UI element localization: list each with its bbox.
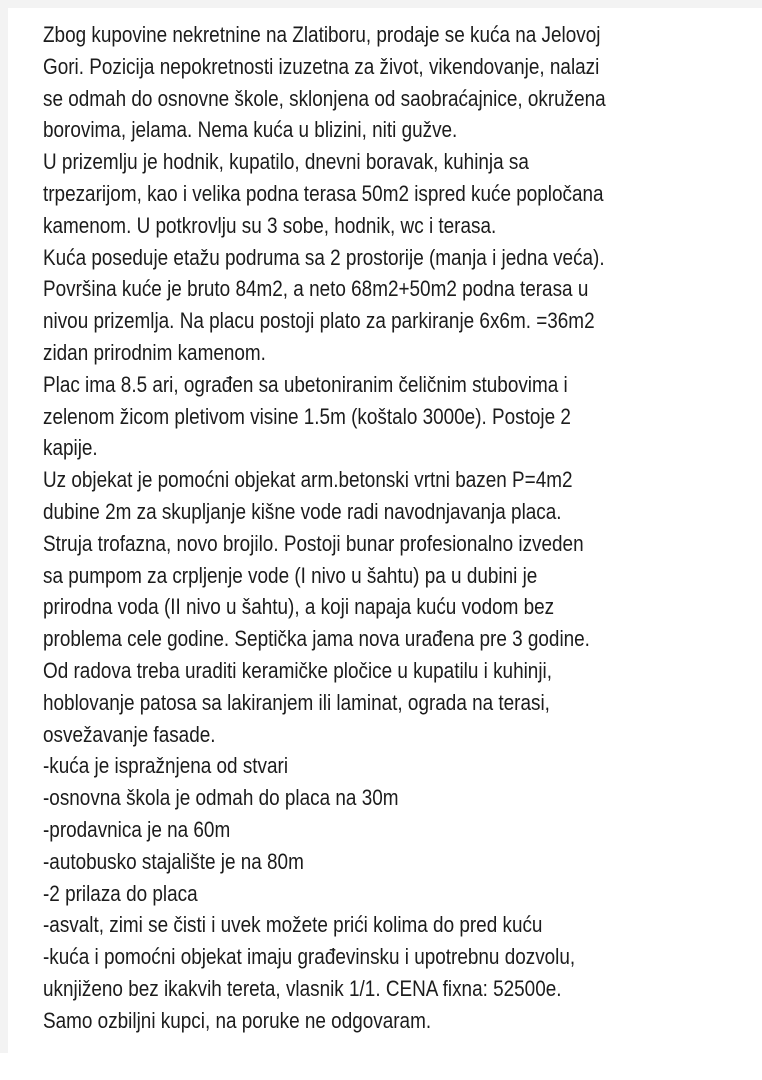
description-line: prirodna voda (II nivo u šahtu), a koji napaja kuću vodom bez [43,594,555,620]
description-line: Od radova treba uraditi keramičke pločice u kupatilu i kuhinji, [43,657,552,683]
description-line: Plac ima 8.5 ari, ograđen sa ubetoniranim čeličnim stubovima i [43,371,568,397]
bullet-item-continued: uknjiženo bez ikakvih tereta, vlasnik 1/1. CENA fixna: 52500e. [43,975,562,1001]
description-line: hoblovanje patosa sa lakiranjem ili laminat, ograda na terasi, [43,689,550,715]
description-line: Površina kuće je bruto 84m2, a neto 68m2+50m2 podna terasa u [43,276,589,302]
bullet-item: -autobusko stajalište je na 80m [43,848,304,874]
description-line: kamenom. U potkrovlju su 3 sobe, hodnik, wc i terasa. [43,212,497,238]
listing-description [43,19,697,1037]
description-line: zidan prirodnim kamenom. [43,339,266,365]
bullet-item: -kuća i pomoćni objekat imaju građevinsku i upotrebnu dozvolu, [43,944,576,970]
description-line: trpezarijom, kao i velika podna terasa 50m2 ispred kuće popločana [43,180,604,206]
description-line: Gori. Pozicija nepokretnosti izuzetna za život, vikendovanje, nalazi [43,53,600,79]
bullet-item: -prodavnica je na 60m [43,816,231,842]
bullet-item: -osnovna škola je odmah do placa na 30m [43,785,399,811]
description-line: nivou prizemlja. Na placu postoji plato za parkiranje 6x6m. =36m2 [43,308,595,334]
bullet-item: -2 prilaza do placa [43,880,198,906]
description-line: dubine 2m za skupljanje kišne vode radi navodnjavanja placa. [43,498,562,524]
description-line: U prizemlju je hodnik, kupatilo, dnevni boravak, kuhinja sa [43,149,529,175]
description-line: Zbog kupovine nekretnine na Zlatiboru, prodaje se kuća na Jelovoj [43,22,601,47]
bullet-item: -kuća je ispražnjena od stvari [43,753,289,779]
description-line: Struja trofazna, novo brojilo. Postoji bunar profesionalno izveden [43,530,584,556]
left-frame-strip [0,0,8,1053]
description-line: zelenom žicom pletivom visine 1.5m (koštalo 3000e). Postoje 2 [43,403,571,429]
top-frame-strip [0,0,762,8]
bullet-item: -asvalt, zimi se čisti i uvek možete prići kolima do pred kuću [43,912,543,938]
description-line: Kuća poseduje etažu podruma sa 2 prostorije (manja i jedna veća). [43,244,605,270]
description-line: se odmah do osnovne škole, sklonjena od saobraćajnice, okružena [43,85,606,111]
description-line: kapije. [43,435,98,461]
closing-note: Samo ozbiljni kupci, na poruke ne odgovaram. [43,1007,432,1033]
description-line: problema cele godine. Septička jama nova urađena pre 3 godine. [43,626,590,652]
description-line: osvežavanje fasade. [43,721,216,747]
listing-post-card [8,8,762,1053]
description-line: borovima, jelama. Nema kuća u blizini, niti gužve. [43,117,458,143]
description-line: sa pumpom za crpljenje vode (I nivo u šahtu) pa u dubini je [43,562,538,588]
description-line: Uz objekat je pomoćni objekat arm.betonski vrtni bazen P=4m2 [43,467,573,493]
